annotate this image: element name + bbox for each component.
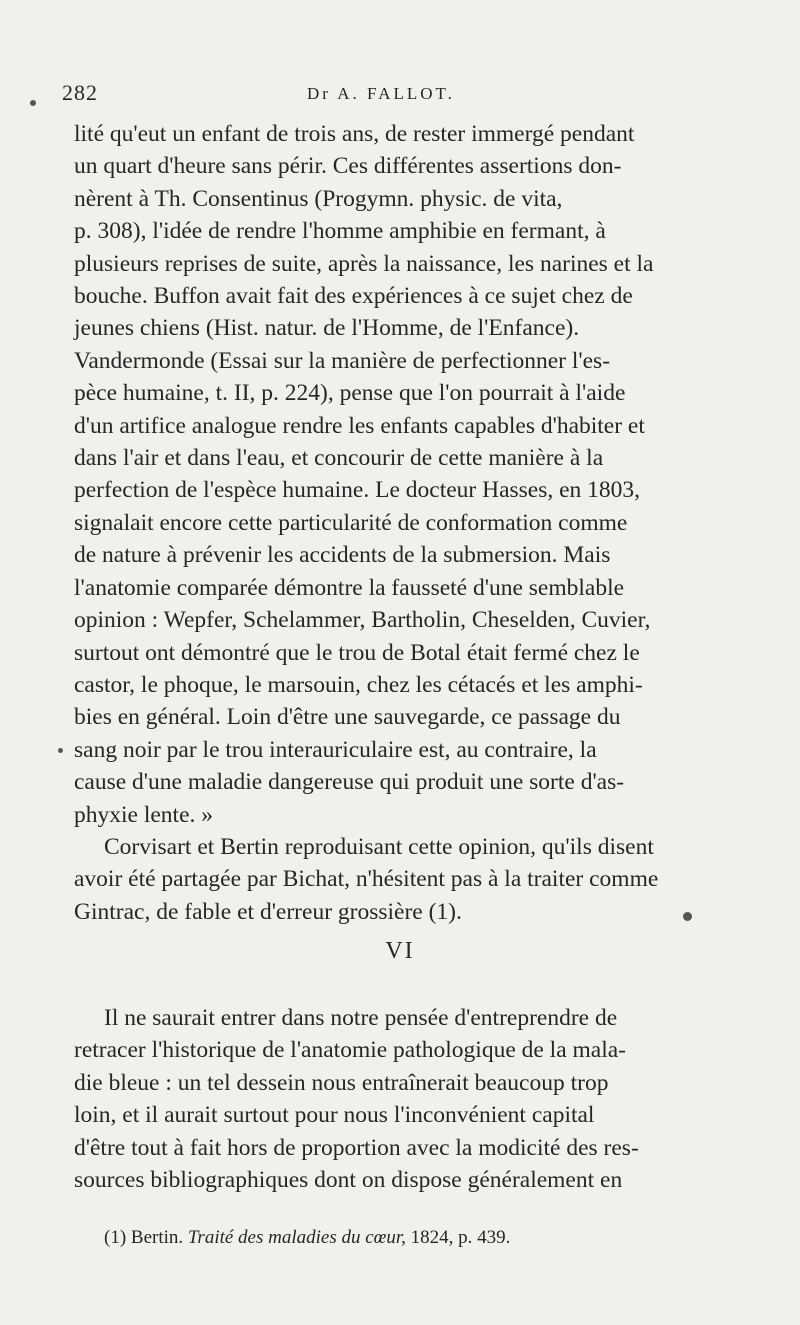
text-line: signalait encore cette particularité de conformation comme: [74, 509, 628, 536]
text-line: surtout ont démontré que le trou de Botal était fermé chez le: [74, 639, 640, 666]
text-line: d'être tout à fait hors de proportion avec la modicité des res-: [74, 1134, 639, 1161]
text-line: Gintrac, de fable et d'erreur grossière (1).: [74, 898, 462, 925]
paragraph-quote-continuation: [74, 118, 706, 831]
text-line: p. 308), l'idée de rendre l'homme amphibie en fermant, à: [74, 218, 606, 245]
text-line: sang noir par le trou interauriculaire est, au contraire, la: [74, 736, 597, 763]
text-line: de nature à prévenir les accidents de la submersion. Mais: [74, 542, 611, 569]
text-line: avoir été partagée par Bichat, n'hésitent pas à la traiter comme: [74, 866, 659, 893]
page-number: 282: [62, 80, 98, 105]
text-line: Corvisart et Bertin reproduisant cette opinion, qu'ils disent: [104, 833, 654, 860]
text-line: Il ne saurait entrer dans notre pensée d'entreprendre de: [104, 1005, 618, 1031]
footnote-author: Bertin.: [130, 1227, 184, 1248]
text-line: phyxie lente. »: [74, 801, 214, 828]
section-text: [74, 1002, 706, 1196]
text-line: cause d'une maladie dangereuse qui produit une sorte d'as-: [74, 769, 625, 796]
paragraph-corvisart: [74, 831, 706, 928]
footnote-marker: (1): [104, 1227, 127, 1248]
footnote-title: Traité des maladies du cœur,: [187, 1227, 406, 1248]
paragraph-section-vi: [74, 1002, 706, 1196]
ink-speck: [58, 748, 63, 753]
text-line: lité qu'eut un enfant de trois ans, de rester immergé pendant: [74, 121, 635, 147]
footnote: [104, 1227, 704, 1249]
text-line: bouche. Buffon avait fait des expériences à ce sujet chez de: [74, 283, 633, 310]
text-line: plusieurs reprises de suite, après la naissance, les narines et la: [74, 250, 654, 277]
main-text: [74, 118, 706, 928]
page-header: [62, 80, 702, 112]
text-line: perfection de l'espèce humaine. Le docteur Hasses, en 1803,: [74, 477, 641, 504]
text-line: jeunes chiens (Hist. natur. de l'Homme, de l'Enfance).: [74, 315, 580, 342]
ink-speck: [30, 100, 36, 106]
text-line: sources bibliographiques dont on dispose généralement en: [74, 1167, 623, 1194]
text-line: retracer l'historique de l'anatomie pathologique de la mala-: [74, 1037, 627, 1064]
text-line: opinion : Wepfer, Schelammer, Bartholin, Cheselden, Cuvier,: [74, 607, 651, 634]
text-line: un quart d'heure sans périr. Ces différentes assertions don-: [74, 153, 622, 180]
text-line: dans l'air et dans l'eau, et concourir de cette manière à la: [74, 445, 604, 472]
section-heading: VI: [385, 938, 415, 964]
ink-speck: [683, 912, 692, 921]
text-line: pèce humaine, t. II, p. 224), pense que l'on pourrait à l'aide: [74, 380, 626, 407]
text-line: bies en général. Loin d'être une sauvegarde, ce passage du: [74, 704, 621, 731]
text-line: l'anatomie comparée démontre la fausseté d'une semblable: [74, 574, 625, 601]
text-line: loin, et il aurait surtout pour nous l'inconvénient capital: [74, 1102, 595, 1129]
text-line: nèrent à Th. Consentinus (Progymn. physic. de vita,: [74, 185, 563, 212]
text-line: castor, le phoque, le marsouin, chez les cétacés et les amphi-: [74, 671, 643, 698]
running-head: Dr A. FALLOT.: [307, 84, 455, 103]
text-line: Vandermonde (Essai sur la manière de perfectionner l'es-: [74, 347, 611, 374]
text-line: die bleue : un tel dessein nous entraînerait beaucoup trop: [74, 1069, 609, 1096]
text-line: d'un artifice analogue rendre les enfants capables d'habiter et: [74, 412, 645, 439]
footnote-details: 1824, p. 439.: [410, 1227, 511, 1248]
